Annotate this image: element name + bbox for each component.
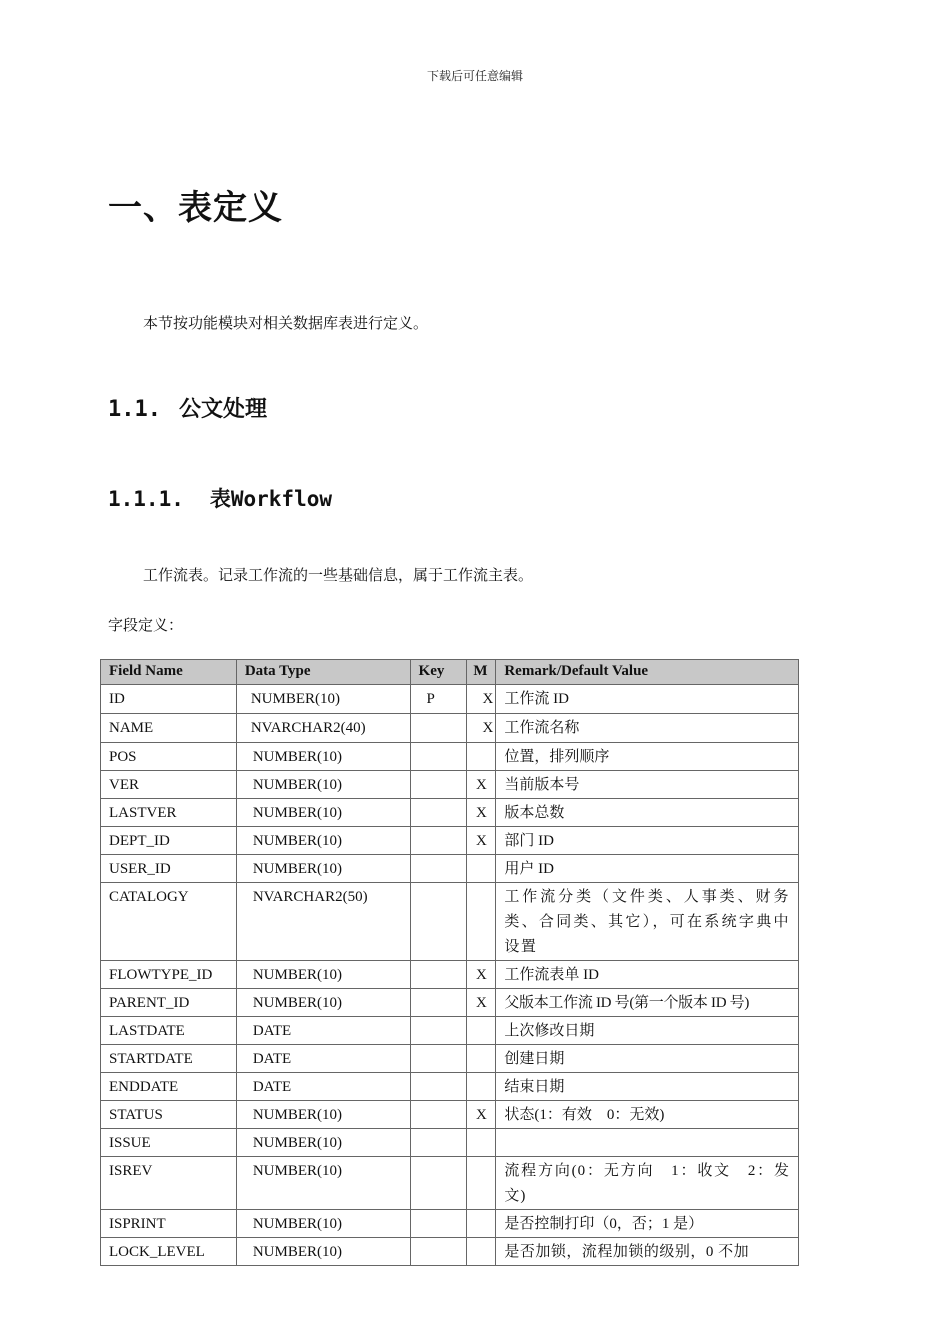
cell-remark: 是否控制打印（0，否；1 是） — [496, 1210, 799, 1238]
cell-remark: 位置，排列顺序 — [496, 743, 799, 771]
table-header-row — [101, 660, 799, 685]
table-row — [101, 771, 799, 799]
cell-data-type: NUMBER(10) — [236, 1238, 410, 1266]
cell-data-type: NVARCHAR2(50) — [236, 883, 410, 961]
cell-key: P — [410, 685, 467, 714]
table-row — [101, 1045, 799, 1073]
subsection-title-prefix: 表 — [209, 487, 231, 511]
cell-data-type: NUMBER(10) — [236, 1101, 410, 1129]
cell-field-name: PARENT_ID — [101, 989, 237, 1017]
section-title: 公文处理 — [178, 397, 267, 422]
table-row — [101, 1210, 799, 1238]
cell-key — [410, 799, 467, 827]
cell-m: X — [467, 989, 496, 1017]
cell-m — [467, 1157, 496, 1210]
cell-field-name: POS — [101, 743, 237, 771]
cell-field-name: ISSUE — [101, 1129, 237, 1157]
cell-remark: 流程方向(0：无方向 1：收文 2：发文) — [496, 1157, 799, 1210]
table-row — [101, 1073, 799, 1101]
cell-data-type: DATE — [236, 1017, 410, 1045]
cell-field-name: ENDDATE — [101, 1073, 237, 1101]
cell-key — [410, 883, 467, 961]
cell-key — [410, 989, 467, 1017]
cell-field-name: ISPRINT — [101, 1210, 237, 1238]
heading-1: 一、表定义 — [108, 188, 283, 228]
header-m: M — [467, 660, 496, 685]
cell-m — [467, 1045, 496, 1073]
cell-data-type: NVARCHAR2(40) — [236, 714, 410, 743]
cell-data-type: NUMBER(10) — [236, 1157, 410, 1210]
cell-m — [467, 1238, 496, 1266]
subsection-title-name: Workflow — [230, 487, 333, 511]
table-row — [101, 685, 799, 714]
table-row — [101, 743, 799, 771]
cell-key — [410, 743, 467, 771]
cell-data-type: DATE — [236, 1073, 410, 1101]
intro-paragraph: 本节按功能模块对相关数据库表进行定义。 — [143, 314, 429, 332]
cell-data-type: NUMBER(10) — [236, 743, 410, 771]
cell-field-name: LASTVER — [101, 799, 237, 827]
cell-key — [410, 827, 467, 855]
cell-key — [410, 961, 467, 989]
table-row — [101, 961, 799, 989]
cell-key — [410, 1157, 467, 1210]
section-heading — [108, 392, 267, 423]
cell-remark: 上次修改日期 — [496, 1017, 799, 1045]
section-number: 1.1. — [108, 397, 161, 422]
subsection-heading — [108, 483, 332, 513]
cell-remark: 创建日期 — [496, 1045, 799, 1073]
cell-data-type: NUMBER(10) — [236, 1210, 410, 1238]
cell-field-name: STATUS — [101, 1101, 237, 1129]
cell-field-name: STARTDATE — [101, 1045, 237, 1073]
cell-remark: 部门 ID — [496, 827, 799, 855]
table-row — [101, 1238, 799, 1266]
cell-remark: 状态(1：有效 0：无效) — [496, 1101, 799, 1129]
cell-remark: 父版本工作流 ID 号(第一个版本 ID 号) — [496, 989, 799, 1017]
header-field-name: Field Name — [101, 660, 237, 685]
cell-data-type: NUMBER(10) — [236, 771, 410, 799]
cell-key — [410, 1017, 467, 1045]
cell-key — [410, 1210, 467, 1238]
header-data-type: Data Type — [236, 660, 410, 685]
cell-key — [410, 1238, 467, 1266]
cell-data-type: NUMBER(10) — [236, 961, 410, 989]
cell-remark: 是否加锁，流程加锁的级别，0 不加 — [496, 1238, 799, 1266]
table-row — [101, 1017, 799, 1045]
cell-m — [467, 883, 496, 961]
cell-m: X — [467, 799, 496, 827]
cell-field-name: NAME — [101, 714, 237, 743]
cell-key — [410, 855, 467, 883]
table-description: 工作流表。记录工作流的一些基础信息，属于工作流主表。 — [143, 566, 534, 584]
cell-field-name: FLOWTYPE_ID — [101, 961, 237, 989]
cell-m — [467, 1073, 496, 1101]
cell-data-type: DATE — [236, 1045, 410, 1073]
cell-remark: 用户 ID — [496, 855, 799, 883]
cell-remark: 版本总数 — [496, 799, 799, 827]
cell-remark: 工作流 ID — [496, 685, 799, 714]
table-row — [101, 1157, 799, 1210]
cell-m — [467, 855, 496, 883]
cell-remark: 工作流分类（文件类、人事类、财务类、合同类、其它），可在系统字典中设置 — [496, 883, 799, 961]
cell-m: X — [467, 771, 496, 799]
cell-m: X — [467, 685, 496, 714]
table-row — [101, 827, 799, 855]
table-row — [101, 714, 799, 743]
fields-label: 字段定义： — [108, 616, 184, 634]
cell-key — [410, 1129, 467, 1157]
cell-key — [410, 771, 467, 799]
cell-field-name: CATALOGY — [101, 883, 237, 961]
cell-field-name: USER_ID — [101, 855, 237, 883]
field-definition-table — [100, 659, 799, 1266]
cell-data-type: NUMBER(10) — [236, 827, 410, 855]
cell-key — [410, 714, 467, 743]
cell-data-type: NUMBER(10) — [236, 855, 410, 883]
table-row — [101, 855, 799, 883]
cell-field-name: LASTDATE — [101, 1017, 237, 1045]
table-row — [101, 883, 799, 961]
cell-remark: 当前版本号 — [496, 771, 799, 799]
page-header: 下载后可任意编辑 — [426, 69, 523, 83]
cell-m — [467, 1017, 496, 1045]
cell-m: X — [467, 961, 496, 989]
cell-key — [410, 1101, 467, 1129]
header-key: Key — [410, 660, 467, 685]
cell-m: X — [467, 827, 496, 855]
table-row — [101, 989, 799, 1017]
cell-data-type: NUMBER(10) — [236, 1129, 410, 1157]
cell-field-name: LOCK_LEVEL — [101, 1238, 237, 1266]
table-row — [101, 1129, 799, 1157]
cell-m — [467, 743, 496, 771]
table-row — [101, 799, 799, 827]
cell-m — [467, 1210, 496, 1238]
cell-field-name: DEPT_ID — [101, 827, 237, 855]
cell-remark — [496, 1129, 799, 1157]
cell-m — [467, 1129, 496, 1157]
cell-data-type: NUMBER(10) — [236, 989, 410, 1017]
cell-key — [410, 1073, 467, 1101]
cell-remark: 结束日期 — [496, 1073, 799, 1101]
cell-field-name: ID — [101, 685, 237, 714]
table-row — [101, 1101, 799, 1129]
cell-remark: 工作流表单 ID — [496, 961, 799, 989]
cell-remark: 工作流名称 — [496, 714, 799, 743]
cell-field-name: ISREV — [101, 1157, 237, 1210]
cell-data-type: NUMBER(10) — [236, 685, 410, 714]
cell-field-name: VER — [101, 771, 237, 799]
cell-data-type: NUMBER(10) — [236, 799, 410, 827]
cell-m: X — [467, 714, 496, 743]
subsection-number: 1.1.1. — [108, 487, 184, 511]
header-remark: Remark/Default Value — [496, 660, 799, 685]
cell-key — [410, 1045, 467, 1073]
cell-m: X — [467, 1101, 496, 1129]
